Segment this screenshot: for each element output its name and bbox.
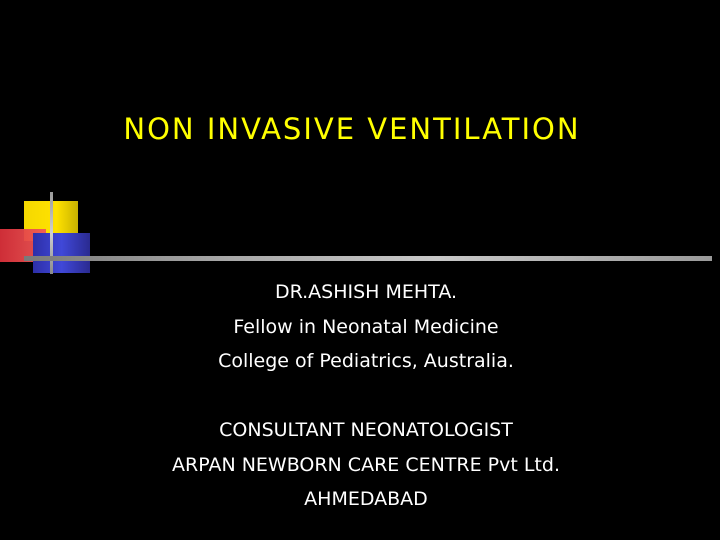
title-divider-rule: [24, 256, 712, 261]
blank-line: [0, 379, 720, 414]
slide-title: NON INVASIVE VENTILATION: [123, 112, 581, 146]
author-fellowship: Fellow in Neonatal Medicine: [233, 315, 499, 338]
slide-body: [0, 275, 720, 517]
author-college: College of Pediatrics, Australia.: [218, 350, 514, 372]
author-organization: ARPAN NEWBORN CARE CENTRE Pvt Ltd.: [172, 453, 560, 476]
decor-vertical-rule: [50, 192, 53, 274]
author-name: DR.ASHISH MEHTA.: [274, 281, 458, 303]
author-position: CONSULTANT NEONATOLOGIST: [219, 419, 513, 441]
author-city: AHMEDABAD: [304, 488, 428, 510]
decor-blue-square: [33, 233, 90, 273]
